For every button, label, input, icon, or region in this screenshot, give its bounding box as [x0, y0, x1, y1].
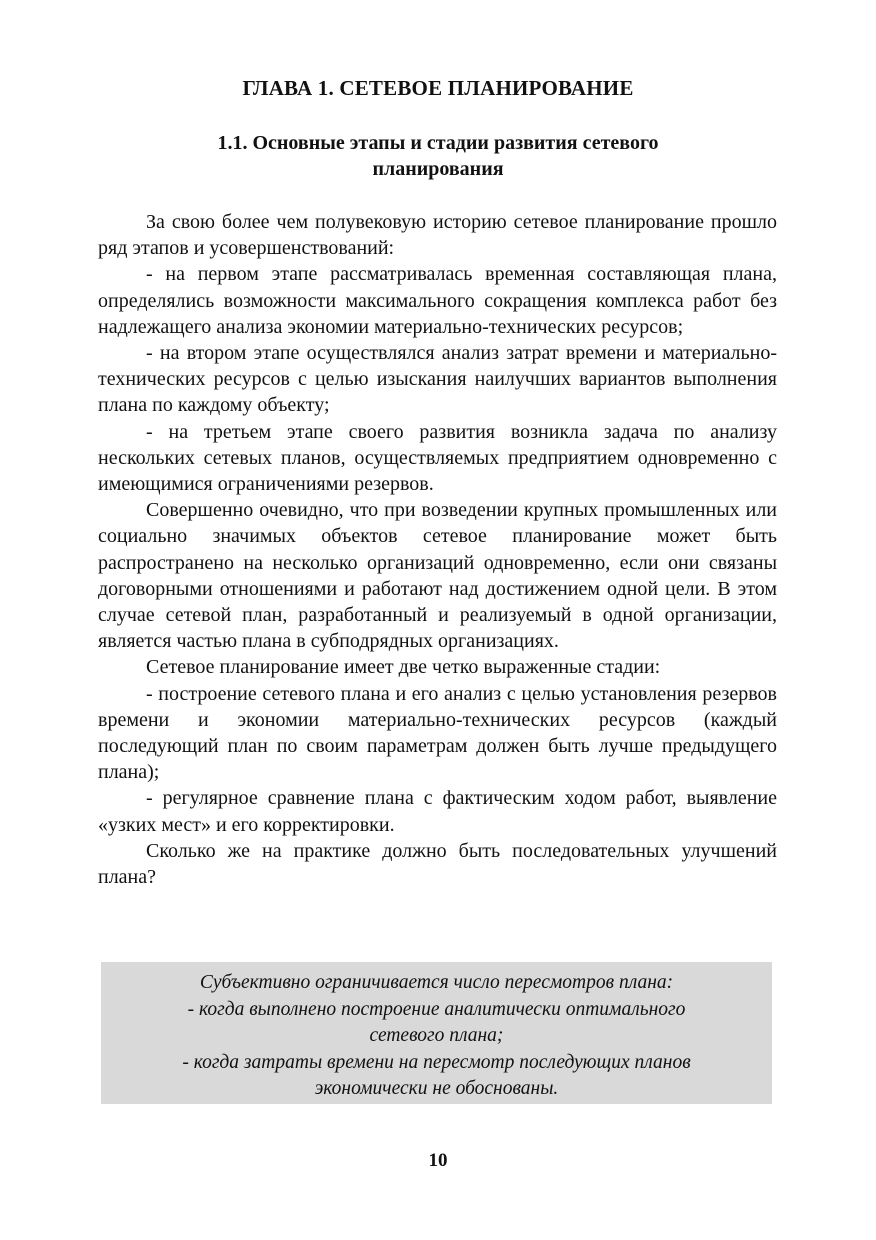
body-text [98, 209, 777, 890]
callout-line: сетевого плана; [369, 1025, 504, 1046]
paragraph-stage-3: - на третьем этапе своего развития возникла задача по анализу нескольких сетевых планов, осуществляемых предприятием одновременно с имеющимися ограничениями резервов. [98, 420, 777, 496]
chapter-title: ГЛАВА 1. СЕТЕВОЕ ПЛАНИРОВАНИЕ [242, 76, 634, 100]
callout-box [101, 962, 772, 1104]
paragraph-stage-building: - построение сетевого плана и его анализ с целью установления резервов времени и экономии материально-технических ресурсов (каждый последующий план по своим параметрам должен быть лучше предыдущего плана); [98, 682, 777, 784]
paragraph-stage-1: - на первом этапе рассматривалась временная составляющая плана, определялись возможности максимального сокращения комплекса работ без надлежащего анализа экономии материально-технических ресурсов; [98, 263, 777, 338]
page-number: 10 [428, 1150, 448, 1171]
paragraph-intro: За свою более чем полувековую историю сетевое планирование прошло ряд этапов и усовершенствований: [98, 211, 777, 260]
paragraph-stages-intro: Сетевое планирование имеет две четко выраженные стадии: [146, 656, 661, 679]
callout-line: - когда затраты времени на пересмотр последующих планов [182, 1051, 691, 1073]
section-title-line: планирования [372, 158, 504, 180]
section-title-line: 1.1. Основные этапы и стадии развития сетевого [217, 132, 659, 154]
paragraph-scope: Совершенно очевидно, что при возведении крупных промышленных или социально значимых объектов сетевое планирование может быть распространено на несколько организаций одновременно, если они связаны договорными отношениями и работают над достижением одной цели. В этом случае сетевой план, разработанный и реализуемый в одной организации, является частью плана в субподрядных организациях. [98, 499, 777, 653]
callout-line: экономически не обоснованы. [314, 1078, 559, 1099]
callout-line: Субъективно ограничивается число пересмотров плана: [199, 972, 674, 993]
paragraph-question: Сколько же на практике должно быть последовательных улучшений плана? [98, 839, 777, 889]
callout-line: - когда выполнено построение аналитически оптимального [187, 998, 686, 1020]
paragraph-stage-comparison: - регулярное сравнение плана с фактическим ходом работ, выявление «узких мест» и его корректировки. [98, 787, 777, 836]
section-title [150, 130, 726, 182]
paragraph-stage-2: - на втором этапе осуществлялся анализ затрат времени и материально-технических ресурсов с целью изыскания наилучших вариантов выполнения плана по каждому объекту; [98, 342, 777, 417]
